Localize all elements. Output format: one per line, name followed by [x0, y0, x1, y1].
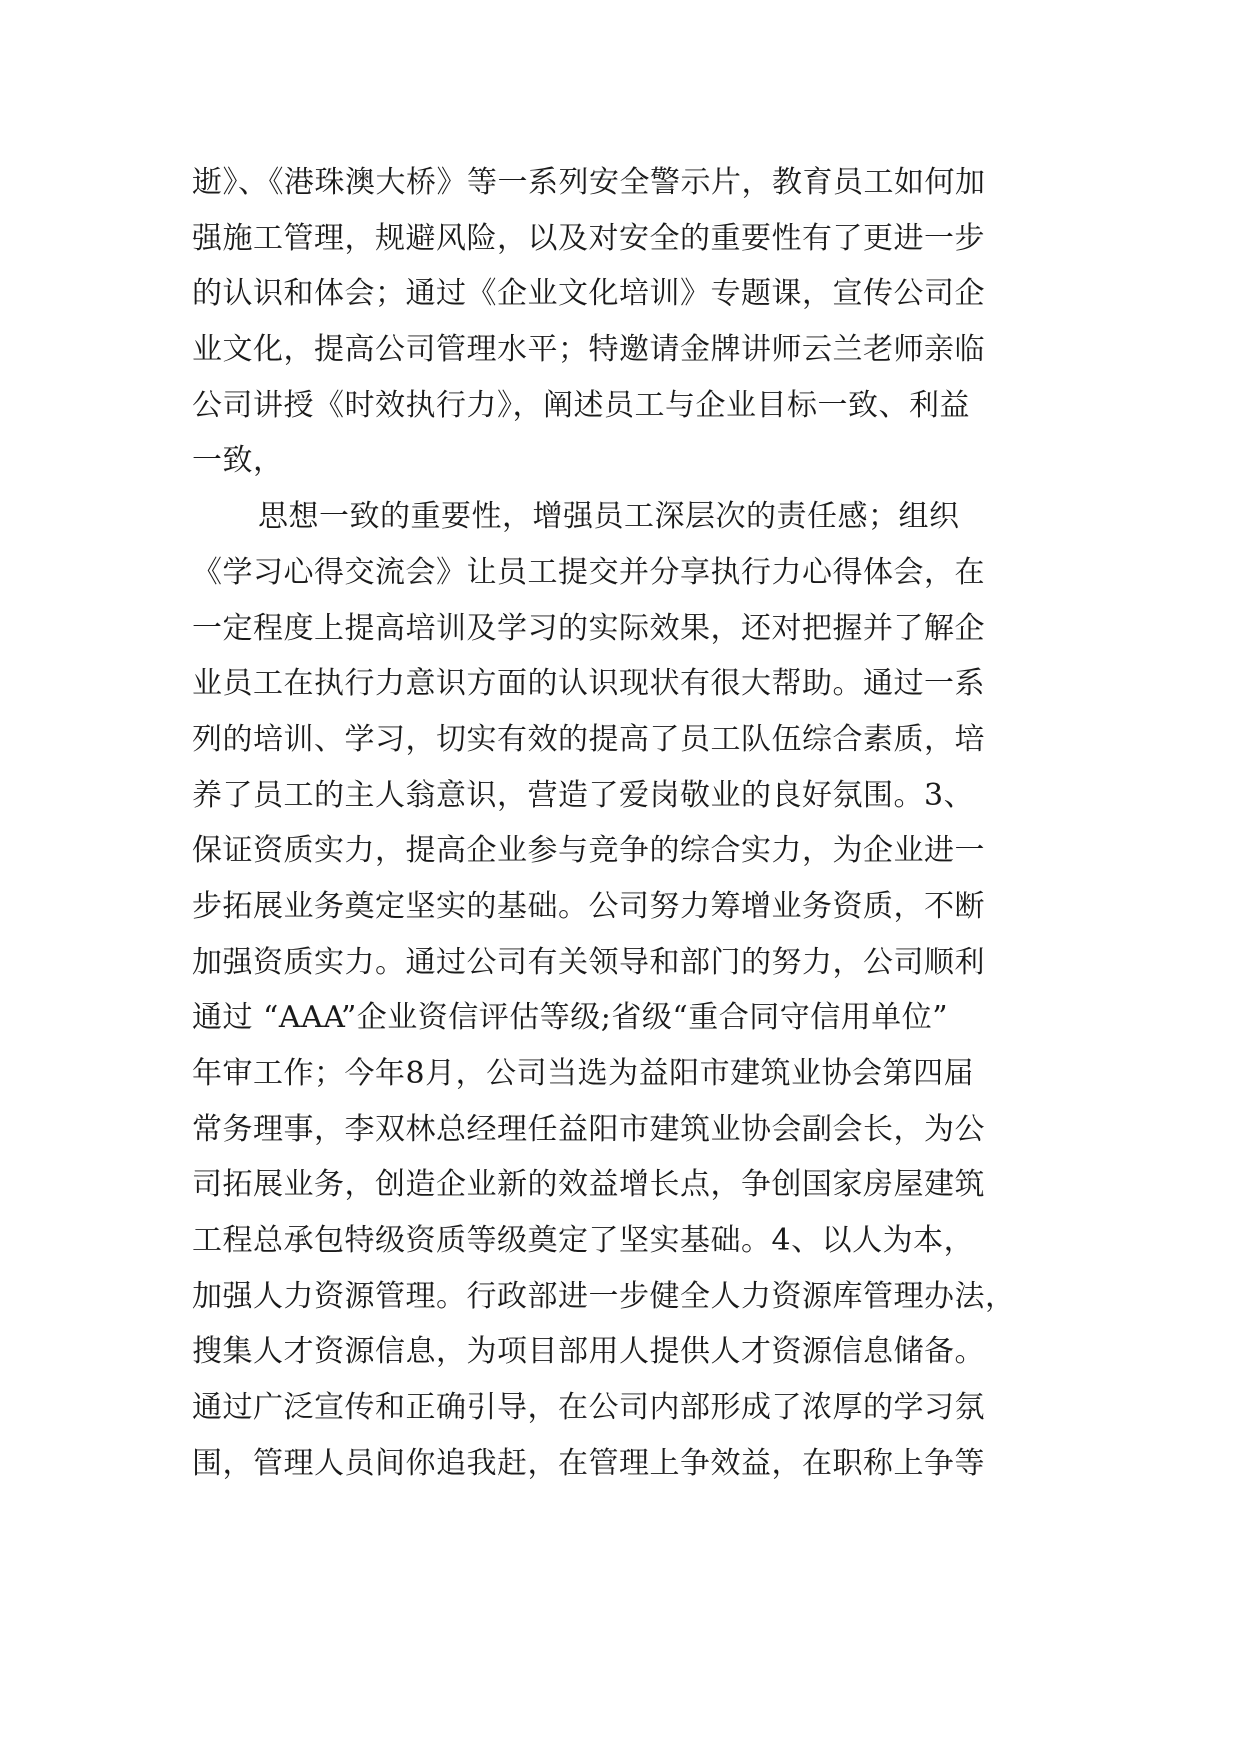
- text-line: 加强资质实力。通过公司有关领导和部门的努力，公司顺利: [192, 944, 985, 980]
- text-line: 强施工管理，规避风险，以及对安全的重要性有了更进一步: [192, 220, 985, 256]
- text-line: 通过广泛宣传和正确引导，在公司内部形成了浓厚的学习氛: [192, 1390, 985, 1426]
- text-line: 工程总承包特级资质等级奠定了坚实基础。4、以人为本，: [192, 1223, 975, 1259]
- text-line: 通过 “AAA”企业资信评估等级;省级“重合同守信用单位”: [192, 1000, 949, 1036]
- text-line: 保证资质实力，提高企业参与竞争的综合实力，为企业进一: [192, 833, 985, 869]
- text-line: 列的培训、学习，切实有效的提高了员工队伍综合素质，培: [192, 721, 985, 757]
- text-line: 司拓展业务，创造企业新的效益增长点，争创国家房屋建筑: [192, 1167, 985, 1203]
- text-line: 常务理事，李双林总经理任益阳市建筑业协会副会长，为公: [192, 1111, 985, 1147]
- paragraph-start-line: 思想一致的重要性，增强员工深层次的责任感；组织: [258, 499, 960, 535]
- text-line: 《学习心得交流会》让员工提交并分享执行力心得体会，在: [192, 554, 985, 590]
- text-line: 围，管理人员间你追我赶，在管理上争效益，在职称上争等: [192, 1445, 985, 1481]
- text-line: 搜集人才资源信息，为项目部用人提供人才资源信息储备。: [192, 1334, 985, 1370]
- body-text: [192, 163, 1072, 1500]
- text-line: 的认识和体会；通过《企业文化培训》专题课，宣传公司企: [192, 276, 985, 312]
- text-line: 业文化，提高公司管理水平；特邀请金牌讲师云兰老师亲临: [192, 332, 985, 368]
- text-line: 一致，: [192, 443, 284, 479]
- text-line: 业员工在执行力意识方面的认识现状有很大帮助。通过一系: [192, 666, 985, 702]
- text-line: 年审工作；今年8月，公司当选为益阳市建筑业协会第四届: [192, 1056, 975, 1091]
- text-line: 公司讲授《时效执行力》，阐述员工与企业目标一致、利益: [192, 387, 970, 423]
- text-line: 步拓展业务奠定坚实的基础。公司努力筹增业务资质，不断: [192, 888, 985, 924]
- text-line: 养了员工的主人翁意识，营造了爱岗敬业的良好氛围。3、: [192, 777, 975, 813]
- text-line: 一定程度上提高培训及学习的实际效果，还对把握并了解企: [192, 610, 985, 646]
- text-line: 逝》、《港珠澳大桥》等一系列安全警示片，教育员工如何加: [192, 165, 986, 200]
- text-line: 加强人力资源管理。行政部进一步健全人力资源库管理办法，: [192, 1278, 1016, 1314]
